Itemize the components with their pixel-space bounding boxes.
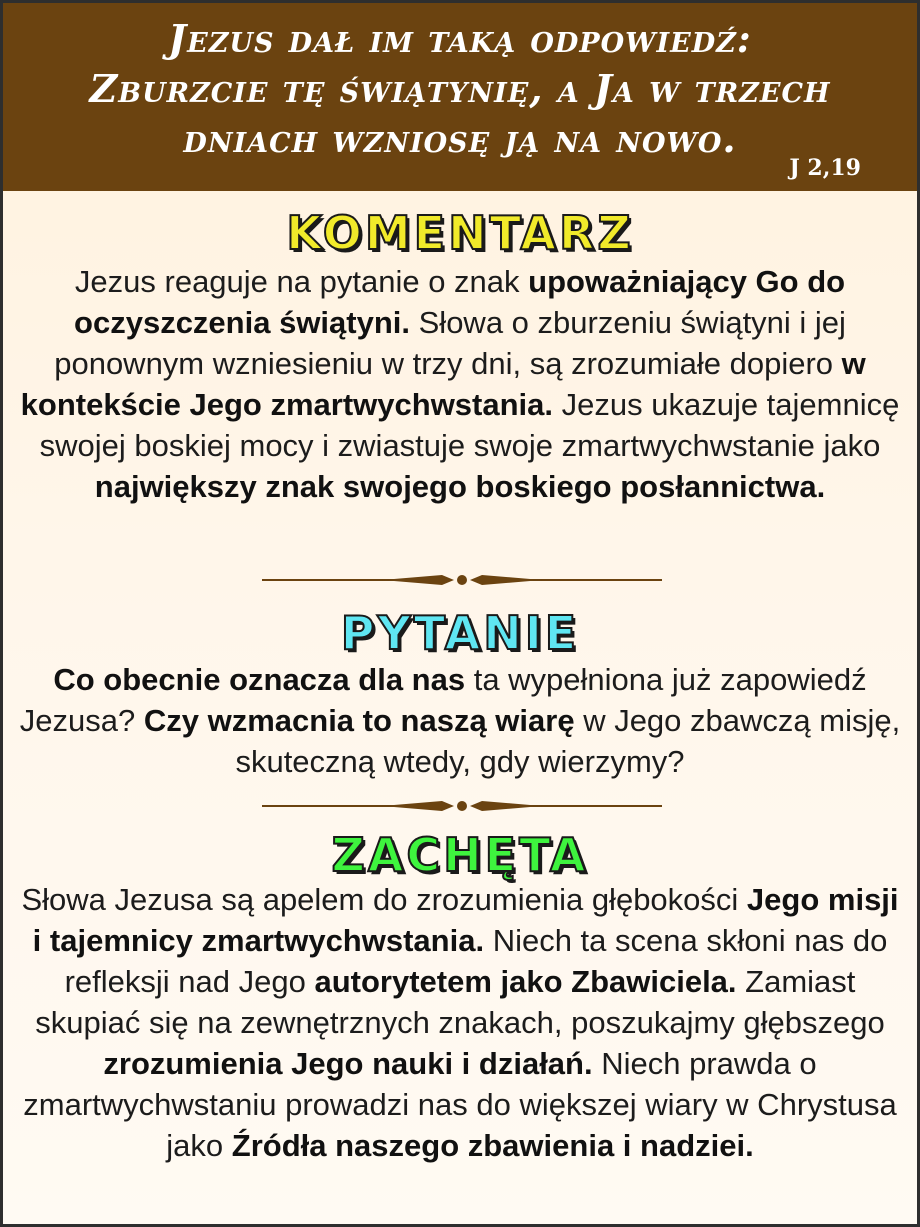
komentarz-text-part: Słowa o zburzeniu świątyni i jej ponownym wzniesieniu w trzy dni, są zrozumiałe dopiero <box>54 305 846 381</box>
komentarz-emphasis: największy znak swojego boskiego posłannictwa. <box>94 469 826 504</box>
zacheta-title: ZACHĘTA <box>331 828 589 882</box>
zacheta-text-part: Słowa Jezusa są apelem do zrozumienia głębokości <box>21 882 747 917</box>
scripture-reference: J 2,19 <box>789 155 861 181</box>
scripture-line-1: Jezus dał im taką odpowiedź: <box>168 16 752 61</box>
pytanie-title: PYTANIE <box>340 606 580 660</box>
scripture-line-2: Zburzcie tę świątynię, a Ja w trzech <box>89 66 831 111</box>
pytanie-text <box>17 659 903 782</box>
pytanie-emphasis: Czy wzmacnia to naszą wiarę <box>143 703 575 738</box>
pytanie-text-part: ta wypełniona już zapowiedź Jezusa? <box>19 662 867 738</box>
zacheta-text-part: Zamiast skupiać się na zewnętrznych znakach, poszukajmy głębszego <box>35 964 885 1040</box>
zacheta-emphasis: autorytetem jako Zbawiciela. <box>314 964 737 999</box>
zacheta-text-part: Niech ta scena skłoni nas do refleksji nad Jego <box>64 923 888 999</box>
zacheta-text <box>17 879 903 1166</box>
komentarz-emphasis: w kontekście Jego zmartwychwstania. <box>20 346 866 422</box>
zacheta-emphasis: Jego misji i tajemnicy zmartwychwstania. <box>32 882 899 958</box>
komentarz-emphasis: upoważniający Go do oczyszczenia świątyni. <box>74 264 846 340</box>
komentarz-text-part: Jezus ukazuje tajemnicę swojej boskiej mocy i zwiastuje swoje zmartwychwstanie jako <box>39 387 900 463</box>
ornament-divider <box>262 573 662 587</box>
zacheta-emphasis: Źródła naszego zbawienia i nadziei. <box>231 1128 754 1163</box>
zacheta-text-part: Niech prawda o zmartwychwstaniu prowadzi nas do większej wiary w Chrystusa jako <box>23 1046 897 1163</box>
pytanie-text-part: w Jego zbawczą misję, skuteczną wtedy, gdy wierzymy? <box>235 703 901 779</box>
pytanie-emphasis: Co obecnie oznacza dla nas <box>53 662 466 697</box>
scripture-line-3: dniach wzniosę ją na nowo. <box>183 116 737 161</box>
ornament-divider <box>262 799 662 813</box>
komentarz-title: KOMENTARZ <box>286 206 634 260</box>
komentarz-text-part: Jezus reaguje na pytanie o znak <box>74 264 529 299</box>
zacheta-emphasis: zrozumienia Jego nauki i działań. <box>103 1046 593 1081</box>
scripture-header <box>3 3 917 191</box>
komentarz-text <box>17 261 903 507</box>
